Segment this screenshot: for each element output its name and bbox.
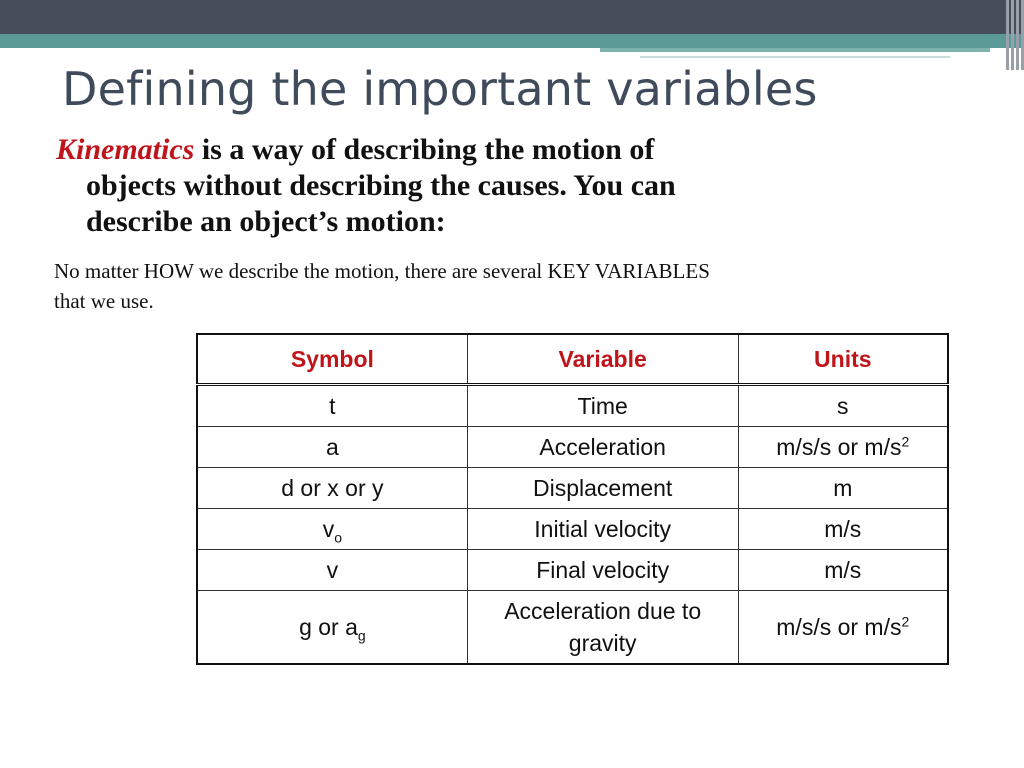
kinematics-keyword: Kinematics xyxy=(56,133,195,166)
table-row xyxy=(197,509,948,550)
cell-symbol xyxy=(197,385,467,427)
units-text: s xyxy=(837,393,849,419)
symbol-text: v xyxy=(326,557,339,583)
symbol-text: v xyxy=(322,516,335,542)
cell-variable: Initial velocity xyxy=(467,509,738,550)
stripe xyxy=(1016,0,1019,70)
cell-symbol xyxy=(197,509,467,550)
stripe xyxy=(1011,0,1014,70)
intro-line-3: describe an object’s motion: xyxy=(86,205,446,238)
cell-symbol xyxy=(197,550,467,591)
units-text: m xyxy=(833,475,853,501)
top-header-bar xyxy=(0,0,1024,34)
cell-variable: Acceleration xyxy=(467,427,738,468)
cell-variable: Acceleration due to gravity xyxy=(467,591,738,665)
teal-accent-bar xyxy=(0,34,1024,48)
table-row xyxy=(197,591,948,665)
units-superscript: 2 xyxy=(901,613,910,630)
table-row xyxy=(197,385,948,427)
cell-variable: Time xyxy=(467,385,738,427)
note-paragraph xyxy=(54,256,954,316)
intro-line-1 xyxy=(56,132,956,168)
note-line-1: No matter HOW we describe the motion, there are several KEY VARIABLES xyxy=(54,259,710,283)
teal-accent-line xyxy=(600,48,990,52)
symbol-subscript: g xyxy=(357,627,366,644)
table-row xyxy=(197,468,948,509)
header-units: Units xyxy=(738,334,948,385)
cell-symbol xyxy=(197,591,467,665)
units-text: m/s/s or m/s xyxy=(776,614,902,640)
symbol-text: d or x or y xyxy=(281,475,384,501)
cell-symbol xyxy=(197,427,467,468)
table-row xyxy=(197,550,948,591)
note-line-2: that we use. xyxy=(54,289,154,313)
cell-units xyxy=(738,385,948,427)
units-superscript: 2 xyxy=(901,433,910,450)
table-header-row xyxy=(197,334,948,385)
corner-stripes-decoration xyxy=(1000,0,1024,70)
units-text: m/s/s or m/s xyxy=(776,434,902,460)
thin-accent-line xyxy=(640,56,950,58)
intro-paragraph xyxy=(56,132,956,240)
symbol-subscript: o xyxy=(334,529,343,546)
intro-line-2: objects without describing the causes. You can xyxy=(86,169,676,202)
table-row xyxy=(197,427,948,468)
cell-units xyxy=(738,550,948,591)
header-symbol: Symbol xyxy=(197,334,467,385)
cell-units xyxy=(738,427,948,468)
units-text: m/s xyxy=(824,516,862,542)
intro-line-1-rest: is a way of describing the motion of xyxy=(194,133,655,166)
cell-symbol xyxy=(197,468,467,509)
cell-units xyxy=(738,468,948,509)
slide-title: Defining the important variables xyxy=(62,62,818,116)
symbol-text: g or a xyxy=(299,614,358,640)
cell-units xyxy=(738,591,948,665)
variables-table xyxy=(196,333,949,665)
cell-units xyxy=(738,509,948,550)
units-text: m/s xyxy=(824,557,862,583)
symbol-text: t xyxy=(329,393,336,419)
header-variable: Variable xyxy=(467,334,738,385)
symbol-text: a xyxy=(325,434,339,460)
cell-variable: Final velocity xyxy=(467,550,738,591)
cell-variable: Displacement xyxy=(467,468,738,509)
stripe xyxy=(1006,0,1009,70)
